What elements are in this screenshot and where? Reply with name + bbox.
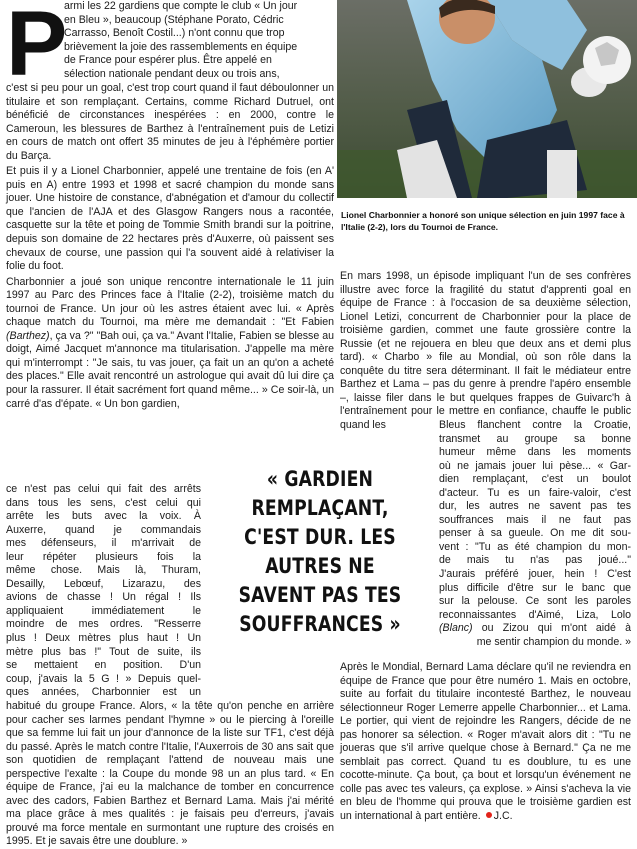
- wrap-line: plus ! Deux mètres plus haut ! Un: [6, 632, 201, 645]
- goalkeeper-photo-illustration: [337, 0, 637, 198]
- wrap-line: Bleus flanchent contre la Croatie,: [439, 419, 631, 431]
- wrap-line: plus difficile d'être sur le banc que: [439, 581, 631, 594]
- wrap-line: humeur même dans les moments: [439, 446, 631, 459]
- column-2-wrap: [439, 419, 631, 649]
- wrap-line: mes défenseurs, il m'arrivait de: [6, 537, 201, 550]
- intro-paragraph-rest: c'est si peu pour un goal, c'est trop court quand il faut déboulonner un titulaire et son remplaçant. Certains, comme Richard Dutruel, ont bénéficié de circonstances inespérées : en 2000, contre le Cameroun, les blessures de Barthez à l'entraînement puis de Letizi en cours de match ont offert 35 minutes de jeu à l'éphémère portier du Barça.: [6, 82, 334, 162]
- column-2-bottom: [340, 661, 631, 824]
- wrap-line: J'aurais préféré jouer, hein ! C'est: [439, 568, 631, 581]
- paragraph-2: Et puis il y a Lionel Charbonnier, appelé une trentaine de fois (en A' puis en A) entre 1993 et 1998 et sacré champion du monde sans jouer. Une histoire de constance, d'abnégation et d'amour du collectif que l'ancien de l'AJA et des Glasgow Rangers nous a racontée, casquette sur la tête et poing de Tommie Smith brandi sur la poitrine, depuis son domaine de 22 hectares près d'Auxerre, où paissent ses chevaux de course, une passion qui l'a souvent aidé à relativiser la folie du foot.: [6, 165, 334, 273]
- wrap-line: dans tous les sens, c'est celui qui: [6, 496, 201, 509]
- wrap-line: ques années, Charbonnier est un: [6, 686, 201, 699]
- end-mark-dot: [486, 812, 492, 818]
- intro-lines: [64, 0, 334, 81]
- wrap-line: penser à sa gueule. On me dit sou-: [439, 527, 631, 540]
- wrap-line: même chose. Mais là, Thuram,: [6, 564, 201, 577]
- wrap-line: coup, j'avais la 5 G ! » Depuis quel-: [6, 672, 201, 685]
- wrap-line: d'acteur. Tu es un faire-valoir, c'est: [439, 486, 631, 499]
- paragraph-3: [6, 276, 334, 411]
- wrap-line: leur répéter plusieurs fois la: [6, 550, 201, 563]
- wrap-line: transmet au groupe sa bonne: [439, 432, 631, 445]
- wrap-line: arrête les buts avec la voix. À: [6, 510, 201, 523]
- wrap-line: Desailly, Lebœuf, Lizarazu, des: [6, 577, 201, 590]
- author-signature: J.C.: [493, 810, 513, 823]
- column-1-wrap: [6, 483, 201, 700]
- photo-caption: Lionel Charbonnier a honoré son unique sélection en juin 1997 face à l'Italie (2-2), lors du Tournoi de France.: [341, 210, 625, 232]
- wrap-line: dur, les autres ne savent pas tes: [439, 500, 631, 513]
- wrap-line: reconnaissantes d'Aimé, Liza, Lolo: [439, 608, 631, 621]
- intro-line: brièvement la joie des rassemblements en équipe: [64, 40, 298, 53]
- wrap-line: sur la pelouse. Ce sont les paroles: [439, 595, 631, 608]
- drop-cap: P: [6, 0, 66, 95]
- wrap-line-tail: ou Zizou qui m'ont aidé à: [472, 622, 631, 635]
- column-1-top: [6, 82, 334, 411]
- intro-line: armi les 22 gardiens que compte le club « Un jour: [64, 0, 298, 12]
- intro-line: Carrasso, Benoît Costil...) n'ont connu que trop: [64, 27, 285, 40]
- intro-line: de France pour espérer plus. Être appelé en: [64, 54, 272, 67]
- blanc-italic: (Blanc): [439, 622, 473, 635]
- intro-line: sélection nationale pendant deux ou trois ans,: [64, 67, 280, 80]
- pull-quote: « GARDIEN REMPLAÇANT, C'EST DUR. LES AUTRES NE SAVENT PAS TES SOUFFRANCES »: [238, 467, 402, 636]
- wrap-line: de mais tu n'as pas joué...": [439, 554, 631, 567]
- column-1-bottom: habitué du groupe France. Alors, « la tête qu'on penche en arrière pour cacher ses larmes pendant l'hymne » ou le piercing à l'oreille que sa femme lui fait un jour d'annonce de la liste sur TF1, c'est déjà du passé. Après le match contre l'Italie, l'Auxerrois de 30 ans sait que son quotidien de remplaçant l'attend de nouveau mais une perspective l'exalte : la Coupe du monde 98 un an plus tard. « En équipe de France, j'ai eu la malchance de tomber en concurrence avec des cadors, Fabien Barthez et Bernard Lama. Mais j'ai mérité ma place grâce à mes qualités : je faisais peu d'erreurs, j'avais prouvé ma force mentale en surmontant une rupture des croisés en 1995. Et je savais être une doublure. »: [6, 700, 334, 848]
- wrap-line: me sentir champion du monde. »: [476, 635, 631, 648]
- wrap-line: appliquaient immédiatement le: [6, 604, 201, 617]
- barthez-italic: (Barthez): [6, 329, 50, 342]
- wrap-line: se mettaient en position. D'un: [6, 659, 201, 672]
- paragraph-3-part-b: , ça va ?" "Bah oui, ça va." Avant l'Italie, Fabien se blesse au doigt, Aimé Jacquet m'annonce ma titularisation. J'appelle ma mère qui m'interrompt : "Je sais, tu vas jouer, ça fait un an qu'on a acheté des places." Elle avait rencontré un astrologue qui avait dû lui dire ça pour la rassurer. Il était sacrément fort quand même... » Ce soir-là, un carré d'as d'épate. « Un bon gardien,: [6, 329, 334, 410]
- wrap-line: souffrances mais il ne faut pas: [439, 513, 631, 526]
- goalkeeper-photo: [337, 0, 637, 198]
- wrap-line: ce n'est pas celui qui fait des arrêts: [6, 483, 201, 495]
- paragraph-3-part-a: Charbonnier a joué son unique rencontre internationale le 11 juin 1997 au Parc des Princes face à l'Italie (2-2), troisième match du tournoi de France. Un jour où les astres étaient avec lui. « Après chaque match du Tournoi, ma mère me demandait : "Et Fabien: [6, 275, 334, 329]
- wrap-line-blanc: [439, 622, 631, 636]
- wrap-line: moindre de mes ordres. "Resserre: [6, 618, 201, 631]
- wrap-line: dien remplaçant, c'est un boulot: [439, 473, 631, 486]
- wrap-line: avions de chasse ! Un régal ! Ils: [6, 591, 201, 604]
- column-2-top: En mars 1998, un épisode impliquant l'un de ses confrères illustre avec force la fragilité du statut d'apprenti goal en équipe de France : à l'occasion de sa deuxième sélection, Lionel Letizi, concurrent de Charbonnier pour la place de troisième gardien, commet une faute grossière contre la Russie (et ne rejouera en bleu que deux ans et demi plus tard). « Charbo » file au Mondial, où son rôle dans la conquête du titre sera déterminant. Il fait le médiateur entre Barthez et Lama – pas du genre à prendre l'apéro ensemble –, laisse filer dans le but quelques frappes de Guivarc'h à l'entraînement pour le mettre en confiance, chauffe le public quand les: [340, 270, 631, 432]
- wrap-line: Auxerre, quand je commandais: [6, 523, 201, 536]
- wrap-line: mètre plus bas !" Tout de suite, ils: [6, 645, 201, 658]
- intro-line: en Bleu », beaucoup (Stéphane Porato, Cédric: [64, 13, 284, 26]
- wrap-line: où ne jamais jouer lui pèse... « Gar-: [439, 459, 631, 472]
- column-2-bottom-text: Après le Mondial, Bernard Lama déclare qu'il ne reviendra en équipe de France que pour être numéro 1. Mais en octobre, suite au forfait du titulaire incontesté Barthez, le nouveau sélectionneur Roger Lemerre appelle Charbonnier... et Lama. Le portier, qui vient de rejoindre les Rangers, décide de ne pas honorer sa sélection. « Roger m'avait alors dit : "Tu ne joueras que s'il arrive quelque chose à Bernard." Ça ne me semblait pas correct. Quand tu es doublure, tu es une cocotte-minute. Ça bout, ça bout et lorsqu'un événement ne colle pas avec tes valeurs, ça explose. » Ainsi s'acheva la vie en bleu de l'homme qui prouva que le troisième gardien est un international à part entière.: [340, 661, 631, 823]
- wrap-line: vent : "Tu as été champion du mon-: [439, 540, 631, 553]
